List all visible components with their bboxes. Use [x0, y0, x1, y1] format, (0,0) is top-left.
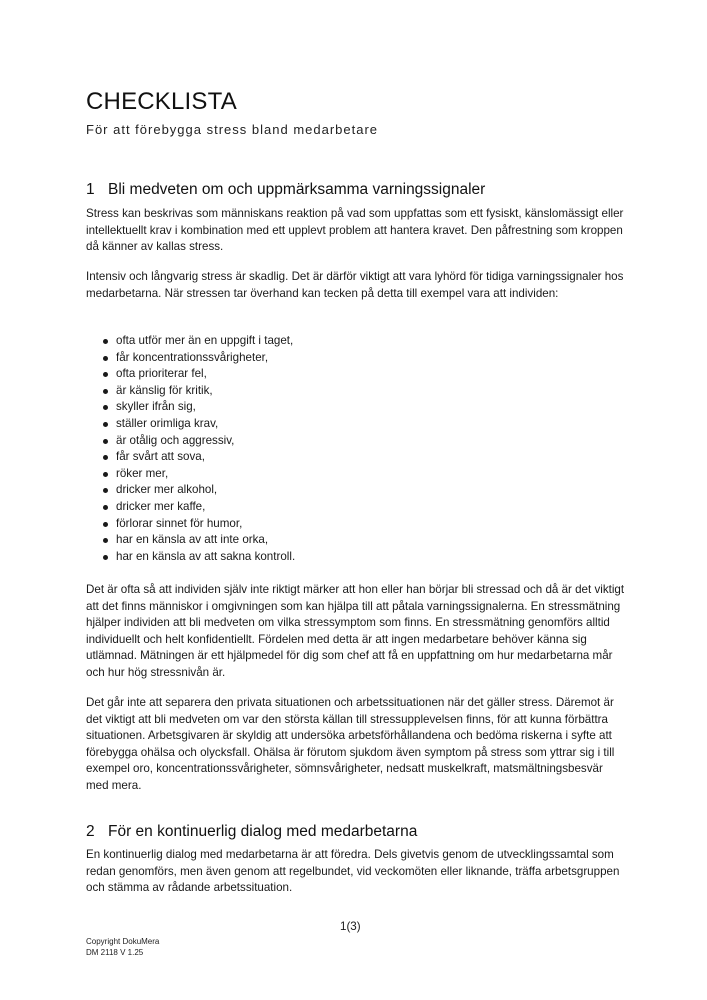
list-item: är känslig för kritik, — [86, 383, 295, 400]
list-item: får svårt att sova, — [86, 449, 295, 466]
list-item: röker mer, — [86, 466, 295, 483]
section-1-paragraph-2: Intensiv och långvarig stress är skadlig. Det är därför viktigt att vara lyhörd för tidiga varningssignaler hos medarbetarna. När stressen tar överhand kan tecken på detta till exempel vara att individen: — [86, 270, 624, 300]
list-item: dricker mer alkohol, — [86, 482, 295, 499]
section-1-heading — [86, 181, 485, 199]
section-1-number: 1 — [86, 181, 95, 198]
list-item: dricker mer kaffe, — [86, 499, 295, 516]
list-item: har en känsla av att sakna kontroll. — [86, 549, 295, 566]
warning-signals-list — [86, 333, 295, 565]
page-number: 1(3) — [340, 920, 361, 933]
section-2-heading — [86, 823, 417, 841]
document-subtitle: För att förebygga stress bland medarbetare — [86, 122, 379, 137]
section-1-paragraph-1: Stress kan beskrivas som människans reaktion på vad som uppfattas som ett fysiskt, känslomässigt eller intellektuellt krav i kombination med ett upplevt problem att hantera kravet. Den påfrestning som kroppen då känner av kallas stress. — [86, 207, 624, 254]
footer-doc-id: DM 2118 V 1.25 — [86, 948, 144, 957]
list-item: har en känsla av att inte orka, — [86, 532, 295, 549]
document-title: CHECKLISTA — [86, 88, 237, 115]
list-item: ofta prioriterar fel, — [86, 366, 295, 383]
list-item: förlorar sinnet för humor, — [86, 516, 295, 533]
footer-copyright: Copyright DokuMera — [86, 937, 160, 946]
list-item: är otålig och aggressiv, — [86, 433, 295, 450]
list-item: skyller ifrån sig, — [86, 399, 295, 416]
list-item: ofta utför mer än en uppgift i taget, — [86, 333, 295, 350]
section-1-heading-text: Bli medveten om och uppmärksamma varningssignaler — [108, 181, 486, 198]
section-2-number: 2 — [86, 823, 95, 840]
section-1-paragraph-4: Det går inte att separera den privata situationen och arbetssituationen när det gäller stress. Däremot är det viktigt att bli medveten om var den största källan till stressupplevelsen finns, för att kunna förbättra situationen. Arbetsgivaren är skyldig att undersöka arbetsförhållandena och bedöma riskerna i syfte att förebygga ohälsa och olycksfall. Ohälsa är förutom sjukdom även symptom på stress som yttrar sig i till exempel oro, koncentrationssvårigheter, sömnsvårigheter, nedsatt muskelkraft, matsmältningsbesvär med mera. — [86, 696, 615, 792]
list-item: ställer orimliga krav, — [86, 416, 295, 433]
section-1-paragraph-3: Det är ofta så att individen själv inte riktigt märker att hon eller han börjar bli stressad och då är det viktigt att det finns människor i omgivningen som kan hjälpa till att påtala varningssignalerna. En stressmätning hjälper individen att bli medveten om vilka stressymptom som finns. En stressmätning genomförs alltid individuellt och helt konfidentiellt. Fördelen med detta är att ingen medarbetare behöver känna sig utlämnad. Mätningen är ett hjälpmedel för dig som chef att få en uppfattning om hur medarbetarna mår och hur hög stressnivån är. — [86, 583, 625, 679]
section-2-heading-text: För en kontinuerlig dialog med medarbetarna — [108, 823, 418, 840]
list-item: får koncentrationssvårigheter, — [86, 350, 295, 367]
footer — [86, 936, 159, 958]
section-2-paragraph-1: En kontinuerlig dialog med medarbetarna är att föredra. Dels givetvis genom de utvecklingssamtal som redan genomförs, men även genom att regelbundet, vid veckomöten eller liknande, träffa arbetsgruppen och stämma av rådande arbetssituation. — [86, 848, 620, 895]
